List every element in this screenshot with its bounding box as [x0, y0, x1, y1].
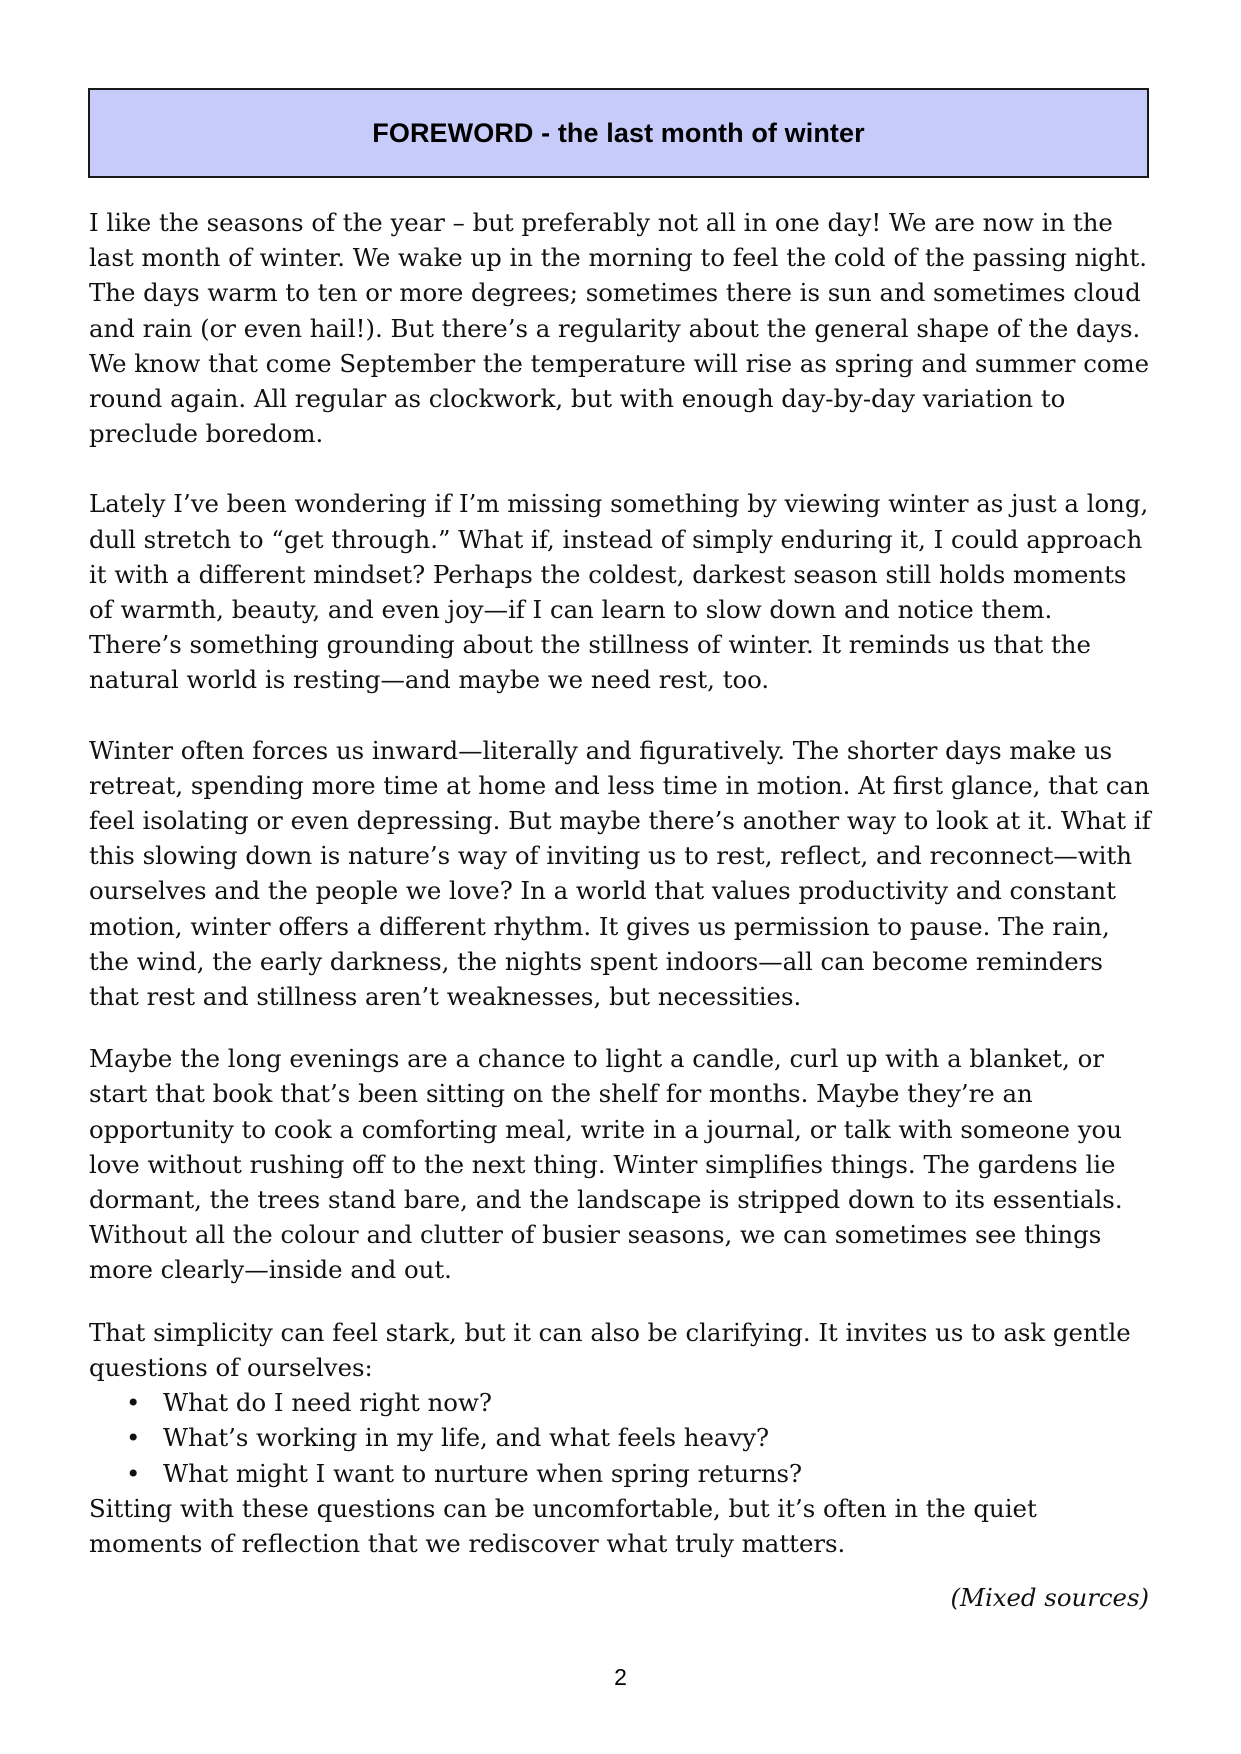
paragraph-2: Lately I’ve been wondering if I’m missing something by viewing winter as just a long, dull stretch to “get through.” What if, instead of simply enduring it, I could approach it with a different mindset? Perhaps the coldest, darkest season still holds moments of warmth, beauty, and even joy—if I can learn to slow down and notice them. There’s something grounding about the stillness of winter. It reminds us that the natural world is resting—and maybe we need rest, too. — [89, 489, 1149, 695]
paragraph-3: Winter often forces us inward—literally and figuratively. The shorter days make us retreat, spending more time at home and less time in motion. At first glance, that can feel isolating or even depressing. But maybe there’s another way to look at it. What if this slowing down is nature’s way of inviting us to rest, reflect, and reconnect—with ourselves and the people we love? In a world that values productivity and constant motion, winter offers a different rhythm. It gives us permission to pause. The rain, the wind, the early darkness, the nights spent indoors—all can become reminders that rest and stillness aren’t weaknesses, but necessities. — [89, 735, 1151, 1012]
bullet-icon: • — [126, 1388, 141, 1418]
paragraph-5: That simplicity can feel stark, but it can also be clarifying. It invites us to ask gentle questions of ourselves: — [89, 1317, 1131, 1382]
paragraph-4: Maybe the long evenings are a chance to light a candle, curl up with a blanket, or start that book that’s been sitting on the shelf for months. Maybe they’re an opportunity to cook a comforting meal, write in a journal, or talk with someone you love without rushing off to the next thing. Winter simplifies things. The gardens lie dormant, the trees stand bare, and the landscape is stripped down to its essentials. Without all the colour and clutter of busier seasons, we can sometimes see things more clearly—inside and out. — [89, 1044, 1123, 1285]
article-body — [89, 205, 1151, 1561]
bullet-icon: • — [126, 1458, 141, 1488]
paragraph-1: I like the seasons of the year – but preferably not all in one day! We are now in the last month of winter. We wake up in the morning to feel the cold of the passing night. The days warm to ten or more degrees; sometimes there is sun and sometimes cloud and rain (or even hail!). But there’s a regularity about the general shape of the days. We know that come September the temperature will rise as spring and summer come round again. All regular as clockwork, but with enough day-by-day variation to preclude boredom. — [89, 208, 1150, 449]
page-title: FOREWORD - the last month of winter — [372, 117, 865, 148]
closing-paragraph: Sitting with these questions can be uncomfortable, but it’s often in the quiet moments of reflection that we rediscover what truly matters. — [89, 1493, 1037, 1558]
bullet-icon: • — [126, 1423, 141, 1453]
list-item — [89, 1420, 1151, 1455]
question-text: What might I want to nurture when spring returns? — [163, 1458, 803, 1488]
question-text: What do I need right now? — [163, 1388, 492, 1418]
title-banner — [88, 88, 1149, 178]
question-list — [89, 1385, 1151, 1491]
page-number: 2 — [614, 1664, 627, 1690]
question-text: What’s working in my life, and what feels heavy? — [163, 1423, 770, 1453]
source-attribution: (Mixed sources) — [950, 1583, 1149, 1612]
list-item — [89, 1456, 1151, 1491]
list-item — [89, 1385, 1151, 1420]
